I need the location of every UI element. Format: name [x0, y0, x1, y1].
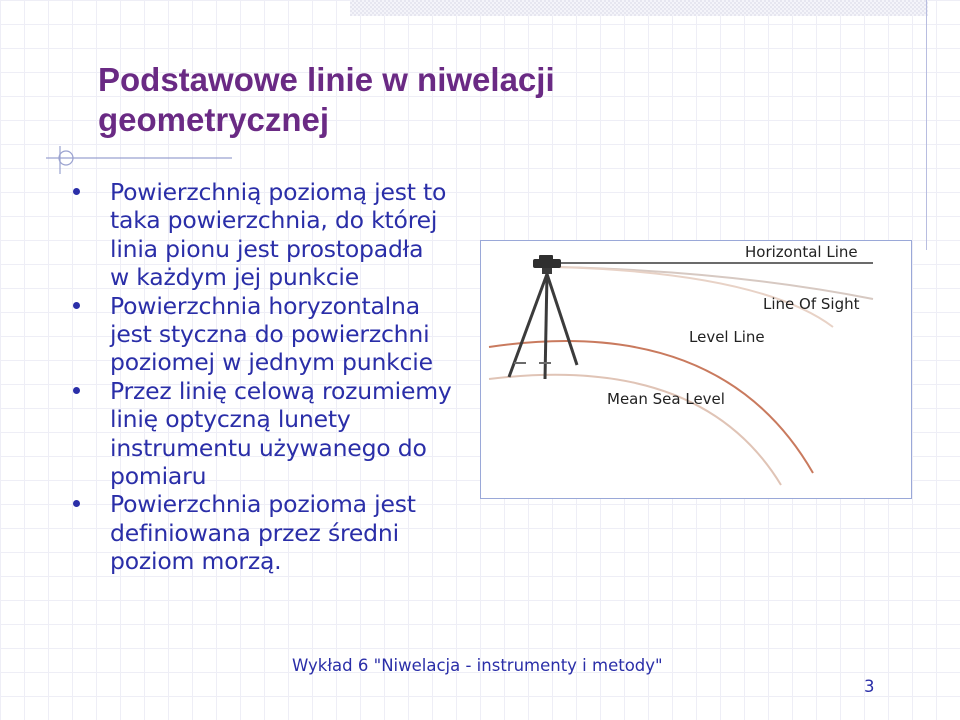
- bullet-line: linia pionu jest prostopadła: [110, 234, 424, 263]
- bullet-line: w każdym jej punkcie: [110, 263, 360, 292]
- bullet-dot: [73, 188, 80, 195]
- bullet-line: poziom morzą.: [110, 547, 282, 576]
- bullet-line: linię optyczną lunety: [110, 405, 351, 434]
- bullet-item: [68, 178, 468, 292]
- bullet-list: [68, 178, 468, 576]
- bullet-dot: [73, 387, 80, 394]
- bullet-dot: [73, 500, 80, 507]
- bullet-line: pomiaru: [110, 462, 207, 491]
- bullet-item: [68, 377, 468, 491]
- slide-title: [98, 60, 738, 140]
- title-line-2: geometrycznej: [98, 101, 330, 138]
- bullet-line: instrumentu używanego do: [110, 433, 427, 462]
- bullet-item: [68, 490, 468, 575]
- bullet-item: [68, 292, 468, 377]
- bullet-dot: [73, 302, 80, 309]
- line-of-sight-label: Line Of Sight: [763, 295, 860, 313]
- title-underline-ornament: [46, 144, 236, 176]
- page-number: 3: [864, 677, 875, 696]
- bullet-line: jest styczna do powierzchni: [110, 320, 430, 349]
- bullet-line: Powierzchnią poziomą jest to: [110, 178, 447, 206]
- title-line-1: Podstawowe linie w niwelacji: [98, 61, 555, 98]
- top-decorative-band: [350, 0, 928, 16]
- bullet-line: Przez linię celową rozumiemy: [110, 376, 452, 405]
- horizontal-line-label: Horizontal Line: [745, 243, 858, 261]
- right-decorative-rule: [926, 0, 927, 250]
- level-instrument-icon: [509, 255, 577, 379]
- surveying-lines-diagram: [480, 240, 912, 499]
- bullet-line: poziomej w jednym punkcie: [110, 348, 433, 377]
- bullet-line: definiowana przez średni: [110, 518, 399, 547]
- bullet-line: Powierzchnia horyzontalna: [110, 291, 420, 320]
- level-line-label: Level Line: [689, 328, 765, 346]
- bullet-line: Powierzchnia pozioma jest: [110, 490, 416, 519]
- mean-sea-level-label: Mean Sea Level: [607, 390, 725, 408]
- slide-footer: Wykład 6 "Niwelacja - instrumenty i metody": [292, 656, 663, 675]
- bullet-line: taka powierzchnia, do której: [110, 206, 438, 235]
